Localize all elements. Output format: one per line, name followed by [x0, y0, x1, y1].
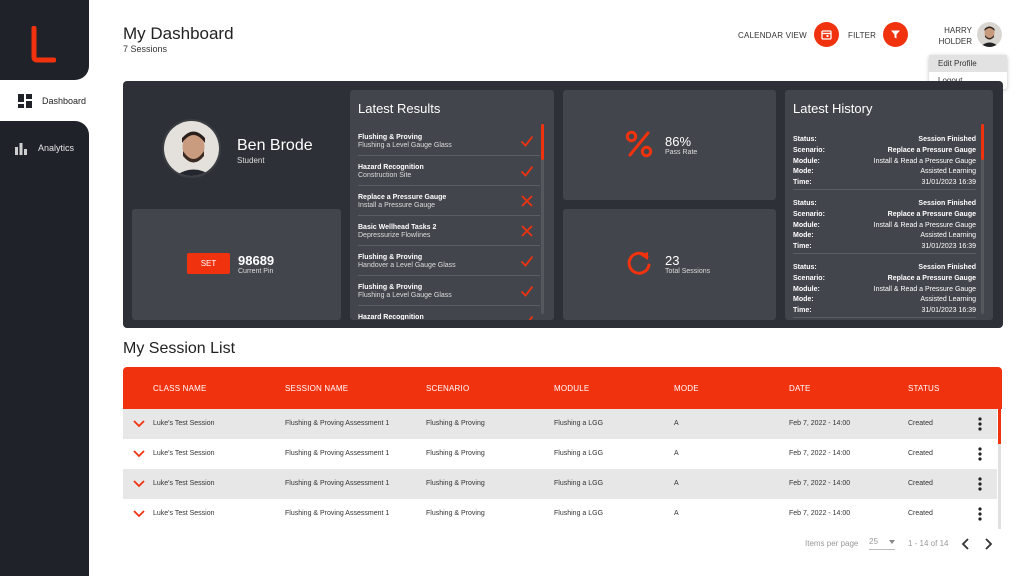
result-title: Flushing & Proving: [358, 134, 423, 141]
page-size-value: 25: [869, 537, 878, 546]
sidebar: [0, 0, 89, 576]
history-key: Scenario:: [793, 210, 825, 218]
dashboard-summary-panel: [123, 81, 1003, 328]
session-table-header: [123, 367, 1002, 409]
history-value: Replace a Pressure Gauge: [887, 210, 976, 218]
result-title: Basic Wellhead Tasks 2: [358, 224, 437, 231]
pass-rate-label: Pass Rate: [665, 149, 698, 156]
column-header-mode[interactable]: MODE: [674, 384, 699, 393]
student-portrait-icon: [164, 121, 221, 178]
student-name: Ben Brode: [237, 137, 313, 154]
sidebar-item-label: Analytics: [38, 143, 75, 153]
table-cell: Created: [908, 450, 933, 457]
total-sessions-card: [563, 209, 776, 320]
history-row: [793, 285, 976, 296]
student-role: Student: [237, 156, 265, 165]
table-row[interactable]: [123, 439, 997, 469]
history-value: Assisted Learning: [920, 296, 976, 304]
set-pin-button[interactable]: SET: [187, 253, 230, 274]
result-title: Hazard Recognition: [358, 164, 424, 171]
history-key: Time:: [793, 307, 812, 315]
table-cell: Flushing & Proving: [426, 480, 485, 487]
calendar-view-button[interactable]: [814, 22, 839, 47]
history-key: Mode:: [793, 296, 814, 304]
user-first-name: HARRY: [944, 26, 972, 35]
history-scrollbar-thumb[interactable]: [981, 124, 984, 160]
percent-icon: [625, 130, 653, 158]
sidebar-item-dashboard[interactable]: [4, 81, 89, 121]
table-cell: Flushing & Proving: [426, 450, 485, 457]
table-cell: A: [674, 420, 679, 427]
result-item[interactable]: [358, 246, 540, 276]
history-row: [793, 178, 976, 189]
table-cell: Feb 7, 2022 - 14:00: [789, 510, 851, 517]
current-pin-value: 98689: [238, 253, 275, 268]
result-title: Flushing & Proving: [358, 284, 423, 291]
table-cell: Flushing & Proving Assessment 1: [285, 510, 390, 517]
logo-box: [0, 0, 89, 80]
history-key: Mode:: [793, 168, 814, 176]
result-item[interactable]: [358, 276, 540, 306]
calendar-icon: [821, 29, 832, 40]
table-cell: Luke's Test Session: [153, 450, 215, 457]
session-list-title: My Session List: [123, 340, 236, 357]
history-row: [793, 231, 976, 242]
history-value: 31/01/2023 16:39: [921, 307, 976, 315]
history-value: 31/01/2023 16:39: [921, 179, 976, 187]
table-cell: Flushing a LGG: [554, 510, 604, 517]
cross-icon: [520, 194, 534, 208]
column-header-session-name[interactable]: SESSION NAME: [285, 384, 349, 393]
result-item[interactable]: [358, 216, 540, 246]
table-cell: Flushing & Proving Assessment 1: [285, 450, 390, 457]
table-scrollbar-thumb[interactable]: [998, 409, 1001, 444]
checkmark-icon: [520, 134, 534, 148]
user-name[interactable]: [930, 25, 972, 47]
history-row: [793, 167, 976, 178]
result-subtitle: Flushing a Level Gauge Glass: [358, 142, 452, 149]
more-options-icon[interactable]: [978, 477, 982, 491]
table-cell: Flushing & Proving Assessment 1: [285, 480, 390, 487]
bar-chart-icon: [14, 141, 28, 155]
user-avatar[interactable]: [977, 22, 1002, 47]
dashboard-icon: [18, 94, 32, 108]
result-title: Hazard Recognition: [358, 314, 424, 320]
checkmark-icon: [520, 284, 534, 298]
history-item[interactable]: [793, 126, 976, 190]
result-subtitle: Install a Pressure Gauge: [358, 202, 436, 209]
history-key: Status:: [793, 264, 817, 271]
history-value: Replace a Pressure Gauge: [887, 146, 976, 154]
history-key: Mode:: [793, 232, 814, 240]
table-row[interactable]: [123, 469, 997, 499]
history-key: Module:: [793, 221, 820, 229]
page-title: My Dashboard: [123, 24, 234, 43]
result-item[interactable]: [358, 306, 540, 320]
result-title: Replace a Pressure Gauge: [358, 194, 447, 201]
filter-icon: [890, 29, 901, 40]
latest-history-title: Latest History: [793, 101, 873, 116]
logo-area: [0, 0, 89, 80]
pass-rate-card: [563, 90, 776, 200]
history-row: [793, 274, 976, 285]
student-profile-card: [131, 90, 341, 200]
table-cell: A: [674, 480, 679, 487]
latest-history-list[interactable]: [793, 126, 976, 318]
history-value: Session Finished: [918, 136, 976, 143]
history-key: Status:: [793, 200, 817, 207]
menu-item-edit-profile[interactable]: Edit Profile: [929, 55, 1007, 72]
result-item[interactable]: [358, 126, 540, 156]
table-cell: Flushing & Proving: [426, 510, 485, 517]
page-subtitle: 7 Sessions: [123, 44, 168, 54]
table-cell: Luke's Test Session: [153, 510, 215, 517]
result-subtitle: Construction Site: [358, 172, 412, 179]
latest-results-list[interactable]: [358, 126, 540, 320]
table-cell: Flushing a LGG: [554, 450, 604, 457]
sidebar-item-label: Dashboard: [42, 96, 87, 106]
latest-results-card: [350, 90, 554, 320]
table-cell: A: [674, 510, 679, 517]
history-value: Install & Read a Pressure Gauge: [873, 221, 976, 229]
history-item[interactable]: [793, 190, 976, 254]
table-cell: Luke's Test Session: [153, 420, 215, 427]
table-cell: Created: [908, 510, 933, 517]
latest-history-card: [785, 90, 993, 320]
table-cell: Created: [908, 480, 933, 487]
history-key: Scenario:: [793, 146, 825, 154]
table-cell: Created: [908, 420, 933, 427]
result-subtitle: Depressurize Flowlines: [358, 232, 431, 239]
filter-label[interactable]: FILTER: [848, 31, 877, 40]
cross-icon: [520, 224, 534, 238]
column-header-module[interactable]: MODULE: [554, 384, 590, 393]
history-value: Install & Read a Pressure Gauge: [873, 285, 976, 293]
filter-button[interactable]: [883, 22, 908, 47]
student-avatar: [162, 119, 221, 178]
table-cell: Feb 7, 2022 - 14:00: [789, 420, 851, 427]
calendar-view-label[interactable]: CALENDAR VIEW: [738, 31, 807, 40]
chevron-down-icon[interactable]: [133, 449, 145, 458]
checkmark-icon: [520, 314, 534, 320]
column-header-scenario[interactable]: SCENARIO: [426, 384, 470, 393]
table-cell: Feb 7, 2022 - 14:00: [789, 480, 851, 487]
next-page-icon[interactable]: [982, 537, 994, 551]
history-item[interactable]: [793, 254, 976, 318]
history-row: [793, 199, 976, 210]
result-subtitle: Flushing a Level Gauge Glass: [358, 292, 452, 299]
table-cell: Flushing & Proving: [426, 420, 485, 427]
results-scrollbar-thumb[interactable]: [541, 124, 544, 160]
previous-page-icon[interactable]: [960, 537, 972, 551]
history-value: Session Finished: [918, 264, 976, 271]
history-key: Time:: [793, 243, 812, 251]
table-cell: Flushing & Proving Assessment 1: [285, 420, 390, 427]
history-row: [793, 242, 976, 253]
table-row[interactable]: [123, 499, 997, 529]
history-row: [793, 221, 976, 232]
history-row: [793, 146, 976, 157]
result-title: Flushing & Proving: [358, 254, 423, 261]
table-cell: Feb 7, 2022 - 14:00: [789, 450, 851, 457]
table-cell: Flushing a LGG: [554, 420, 604, 427]
history-row: [793, 295, 976, 306]
brand-logo-icon: [31, 26, 56, 63]
history-value: Assisted Learning: [920, 168, 976, 176]
column-header-date[interactable]: DATE: [789, 384, 811, 393]
chevron-down-icon[interactable]: [133, 479, 145, 488]
pager-range: 1 - 14 of 14: [908, 539, 949, 548]
history-row: [793, 263, 976, 274]
table-cell: Flushing a LGG: [554, 480, 604, 487]
chevron-down-icon[interactable]: [133, 509, 145, 518]
history-value: Assisted Learning: [920, 232, 976, 240]
pin-card: [132, 209, 341, 320]
current-pin-label: Current Pin: [238, 268, 274, 275]
history-row: [793, 157, 976, 168]
page-size-select[interactable]: [869, 537, 895, 550]
total-sessions-label: Total Sessions: [665, 268, 711, 275]
more-options-icon[interactable]: [978, 507, 982, 521]
history-row: [793, 210, 976, 221]
table-cell: Luke's Test Session: [153, 480, 215, 487]
history-key: Module:: [793, 157, 820, 165]
column-header-status[interactable]: STATUS: [908, 384, 940, 393]
history-value: Install & Read a Pressure Gauge: [873, 157, 976, 165]
column-header-class-name[interactable]: CLASS NAME: [153, 384, 207, 393]
avatar-portrait-icon: [977, 22, 1002, 47]
history-row: [793, 135, 976, 146]
items-per-page-label: Items per page: [805, 539, 859, 548]
table-cell: A: [674, 450, 679, 457]
caret-down-icon: [889, 540, 895, 544]
total-sessions-value: 23: [665, 253, 680, 268]
history-row: [793, 306, 976, 317]
sidebar-item-analytics[interactable]: [0, 128, 89, 168]
more-options-icon[interactable]: [978, 417, 982, 431]
latest-results-title: Latest Results: [358, 101, 441, 116]
history-key: Scenario:: [793, 274, 825, 282]
more-options-icon[interactable]: [978, 447, 982, 461]
history-key: Module:: [793, 285, 820, 293]
checkmark-icon: [520, 164, 534, 178]
pass-rate-value: 86%: [665, 134, 692, 149]
result-item[interactable]: [358, 186, 540, 216]
history-value: Session Finished: [918, 200, 976, 207]
table-row[interactable]: [123, 409, 997, 439]
result-item[interactable]: [358, 156, 540, 186]
result-subtitle: Handover a Level Gauge Glass: [358, 262, 456, 269]
history-key: Status:: [793, 136, 817, 143]
history-key: Time:: [793, 179, 812, 187]
history-value: Replace a Pressure Gauge: [887, 274, 976, 282]
history-value: 31/01/2023 16:39: [921, 243, 976, 251]
chevron-down-icon[interactable]: [133, 419, 145, 428]
refresh-icon: [625, 249, 653, 277]
user-last-name: HOLDER: [938, 37, 972, 46]
checkmark-icon: [520, 254, 534, 268]
